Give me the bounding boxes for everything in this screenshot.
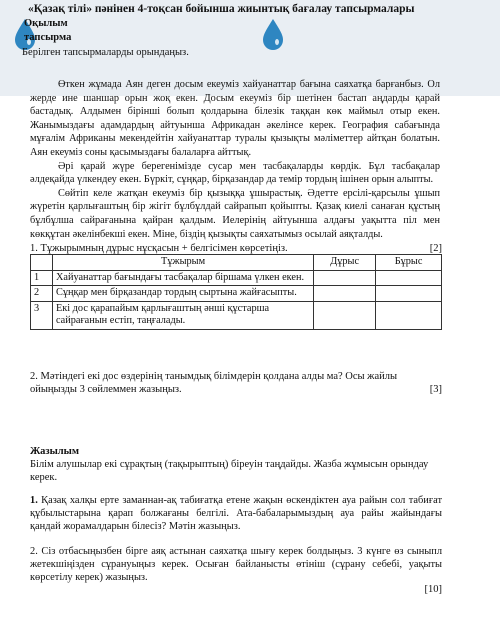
row-statement: Екі дос қарапайым қарлығаштың әнші құстарша сайрағанын естіп, таңғалады.: [52, 301, 313, 329]
table-header-false: Бұрыс: [376, 255, 442, 271]
table-row: [31, 270, 442, 286]
section-heading-reading: Оқылым: [24, 18, 68, 29]
table-header-num: [31, 255, 53, 271]
row-number: 3: [31, 301, 53, 329]
section-heading-writing: Жазылым: [30, 446, 80, 457]
writing-task-1: [30, 494, 442, 533]
row-number: 1: [31, 270, 53, 286]
water-drop-icon: [262, 18, 284, 50]
question-2-score: [3]: [429, 384, 442, 395]
table-header-statement: Тұжырым: [52, 255, 313, 271]
true-false-table: [30, 254, 442, 330]
reading-paragraph-1: Өткен жұмада Аян деген досым екеуміз хайуанаттар бағына саяхатқа барғанбыз. Ол жерде ине шаншар орын жоқ екен. Досым екеуміз бір шетінен бастап аңдарды қарай бастадық. Алдымен бірінші болып қолдарына білезік таққан көк маймыл отыр екен. Жанымыздағы адамдардың айтуынша Африкадан әкелінсе керек. География сабағында мұғалім Африканы мекендейтін хайуанаттар туралы қызықты мәліметтер айтқан болатын. Аян екеуміз соны қасымыздағы балаларға айттық.: [30, 79, 440, 158]
reading-text: [30, 78, 440, 241]
writing-instruction: Білім алушылар екі сұрақтың (тақырыптың) біреуін таңдайды. Жазба жұмысын орындау керек.: [30, 459, 429, 483]
reading-paragraph-3: Сөйтіп келе жатқан екеуміз бір қызыққа ұшырастық. Әдетте ерсілі-қарсылы ұшып жүретін қарлығаштың бір жігіт бұлбұлдай сайрапып қойыпты. Қазақ киелі санаған құстың бұлбұлша сайрағанына қайран қалдым. Иелерінің айтуынша алдағы уақытта піл мен көкқұтан әкелінбекші екен. Міне, біздің қызықты саяхатымыз осылай аяқталды.: [30, 187, 440, 240]
table-row: [31, 301, 442, 329]
row-statement: Сұңқар мен бірқазандар тордың сыртына жайғасыпты.: [52, 286, 313, 302]
writing-task-2: 2. Сіз отбасыңызбен бірге аяқ астынан саяхатқа шығу керек болдыңыз. 3 күнге өз сыныпл жетекшіңізден сұрануыңыз керек. Осыған байланысты өтініш (сұрану себебі, уақыты көрсетілу керек) жазыңыз.: [30, 546, 442, 583]
true-cell[interactable]: [314, 286, 376, 302]
question-1-score: [2]: [429, 243, 442, 254]
true-cell[interactable]: [314, 301, 376, 329]
writing-score: [10]: [424, 584, 442, 595]
false-cell[interactable]: [376, 270, 442, 286]
instruction-text: Берілген тапсырмаларды орындаңыз.: [22, 47, 189, 58]
question-1-label: 1. Тұжырымның дұрыс нұсқасын + белгісімен көрсетіңіз.: [30, 243, 288, 254]
question-2: [30, 370, 442, 396]
false-cell[interactable]: [376, 301, 442, 329]
writing-task-1-text: Қазақ халқы ерте заманнан-ақ табиғатқа етене жақын өскендіктен ауа райын сол табиғат құбылыстарына қарап болжағаны белгілі. Ата-бабаларымыздың ауа райы жайындағы қандай жорамалдарын білесіз? Мәтін жазыңыз.: [30, 495, 442, 532]
writing-task-1-number: 1.: [30, 495, 38, 506]
section-subheading: тапсырма: [24, 32, 72, 43]
document-title: «Қазақ тілі» пәнінен 4-тоқсан бойынша жиынтық бағалау тапсырмалары: [28, 3, 415, 15]
reading-paragraph-2: Әрі қарай жүре берегенімізде сусар мен тасбақаларды көрдік. Бұл тасбақалар әлдеқайда үлкендеу екен. Бүркіт, сұңқар, бірқазандар да темір тордың ішінен орын алыпты.: [30, 160, 440, 186]
question-2-label: 2. Мәтіндегі екі дос өздерінің танымдық білімдерін қолдана алды ма? Осы жайлы ойыңызды 3 сөйлеммен жазыңыз.: [30, 371, 398, 395]
table-row: [31, 286, 442, 302]
row-statement: Хайуанаттар бағындағы тасбақалар біршама үлкен екен.: [52, 270, 313, 286]
row-number: 2: [31, 286, 53, 302]
true-cell[interactable]: [314, 270, 376, 286]
table-header-row: [31, 255, 442, 271]
false-cell[interactable]: [376, 286, 442, 302]
table-header-true: Дұрыс: [314, 255, 376, 271]
